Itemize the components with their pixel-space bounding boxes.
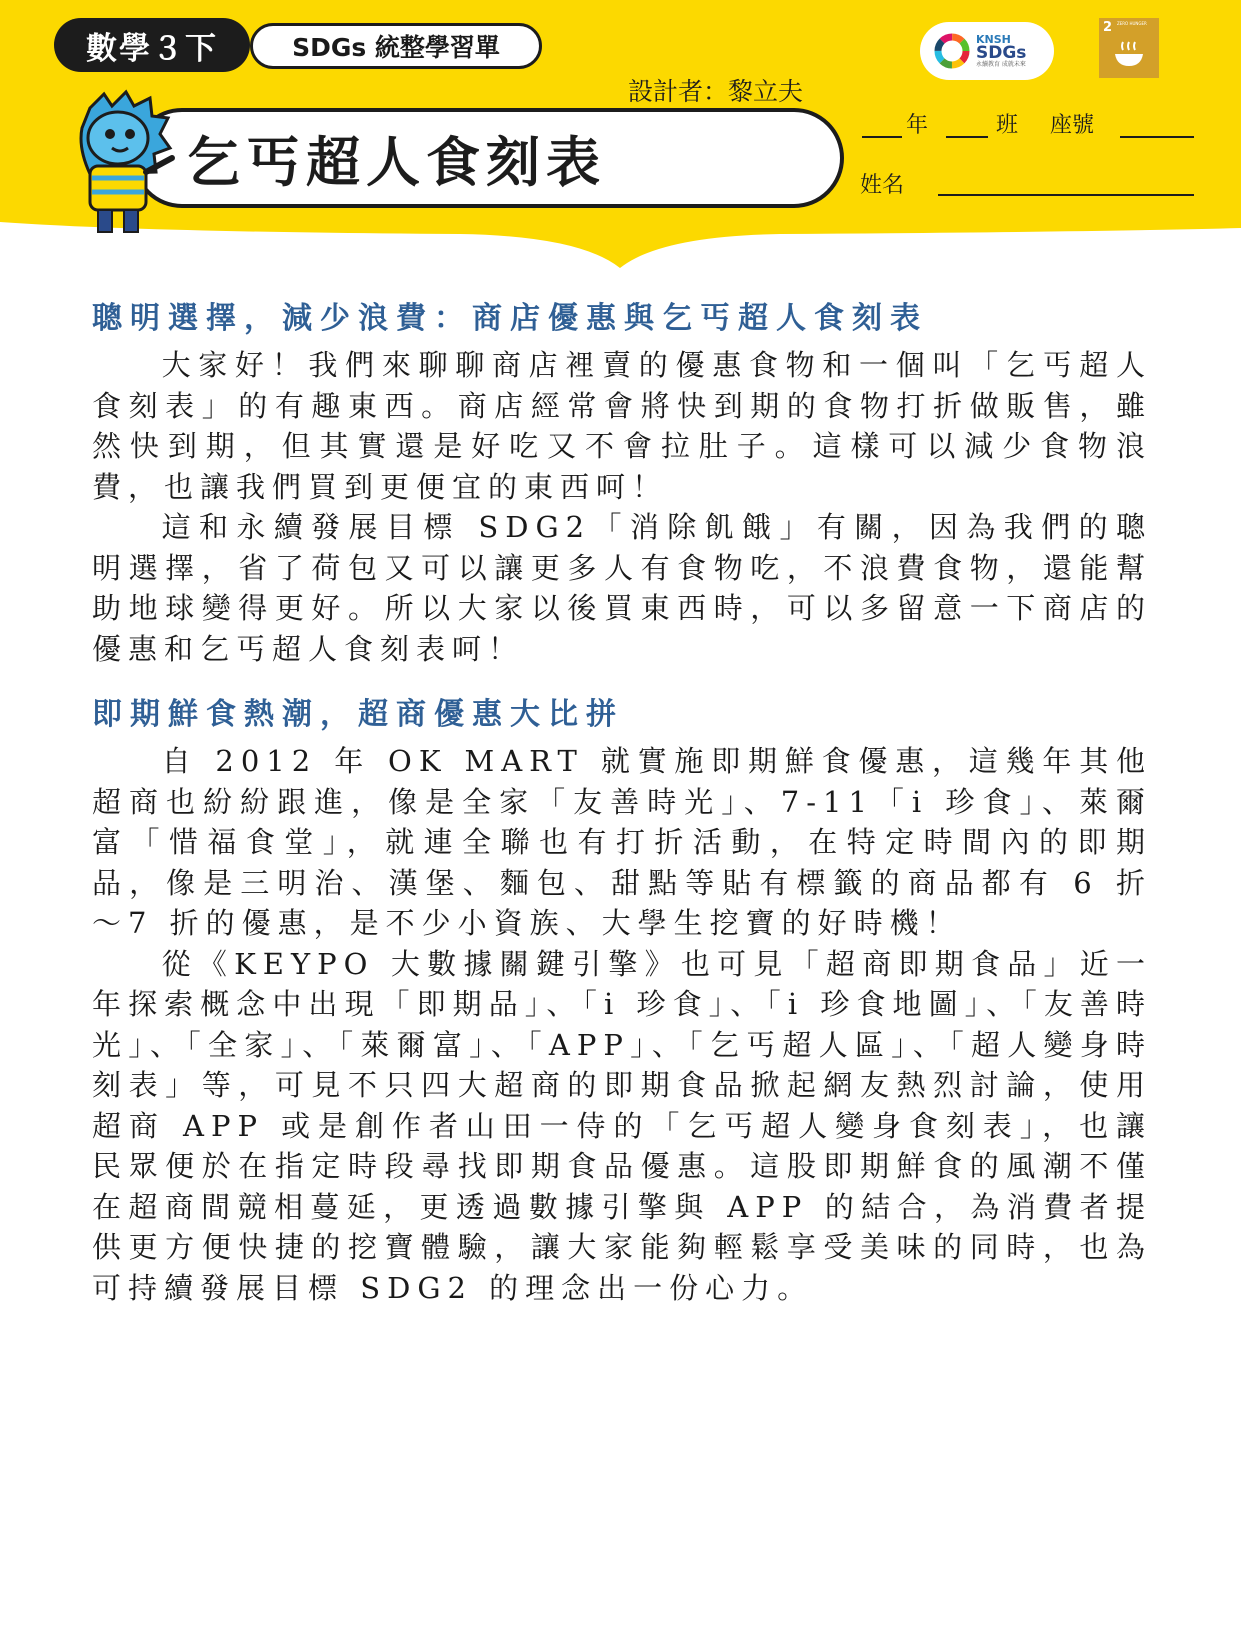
section-1-paragraph-1: 大家好！我們來聊聊商店裡賣的優惠食物和一個叫「乞丐超人食刻表」的有趣東西。商店經常會將快到期的食物打折做販售，雖然快到期，但其實還是好吃又不會拉肚子。這樣可以減少食物浪費，也讓我們買到更便宜的東西呵！: [92, 348, 1152, 504]
logo-line-3: 永續教育 成就未來: [976, 61, 1026, 68]
logo-line-2: SDGs: [976, 43, 1027, 63]
section-2-heading: 即期鮮食熱潮，超商優惠大比拼: [92, 697, 624, 732]
sdg-number: 2: [1103, 20, 1113, 35]
food-bowl-icon: [1113, 40, 1145, 70]
school-sdgs-logo: [920, 22, 1054, 80]
article-body: [92, 297, 1152, 1308]
year-label: 年: [906, 113, 929, 138]
section-1-paragraph-2: 這和永續發展目標 SDG2「消除飢餓」有關，因為我們的聰明選擇，省了荷包又可以讓更多人有食物吃，不浪費食物，還能幫助地球變得更好。所以大家以後買東西時，可以多留意一下商店的優惠和乞丐超人食刻表呵！: [92, 510, 1152, 666]
sdg2-zero-hunger-tile: [1099, 18, 1159, 78]
designer-credit: 設計者：黎立夫: [628, 77, 804, 106]
sdgs-wheel-icon: [934, 33, 970, 69]
class-blank[interactable]: [946, 136, 988, 138]
seat-number-blank[interactable]: [1120, 136, 1194, 138]
section-1-heading: 聰明選擇，減少浪費：商店優惠與乞丐超人食刻表: [92, 301, 928, 336]
logo-line-1: KNSH: [976, 33, 1011, 46]
sdg-label: ZERO HUNGER: [1117, 21, 1147, 26]
seat-number-label: 座號: [1050, 113, 1095, 138]
section-2-paragraph-2: 從《KEYPO 大數據關鍵引擎》也可見「超商即期食品」近一年探索概念中出現「即期品」、「i 珍食」、「i 珍食地圖」、「友善時光」、「全家」、「萊爾富」、「APP」、「乞丐超人區」、「超人變身時刻表」等，可見不只四大超商的即期食品掀起網友熱烈討論，使用超商 APP 或是創作者山田一侍的「乞丐超人變身食刻表」，也讓民眾便於在指定時段尋找即期食品優惠。這股即期鮮食的風潮不僅在超商間競相蔓延，更透過數據引擎與 APP 的結合，為消費者提供更方便快捷的挖寶體驗，讓大家能夠輕鬆享受美味的同時，也為可持續發展目標 SDG2 的理念出一份心力。: [92, 946, 1152, 1305]
mascot-illustration: [60, 88, 180, 238]
subject-badge: 數學３下: [54, 18, 250, 72]
name-blank[interactable]: [938, 194, 1194, 196]
class-label: 班: [996, 113, 1019, 138]
worksheet-badge: SDGs 統整學習單: [250, 23, 542, 69]
year-blank[interactable]: [862, 136, 902, 138]
name-label: 姓名: [860, 173, 905, 198]
title-box: [132, 108, 844, 208]
page-title: 乞丐超人食刻表: [186, 130, 606, 194]
section-2-paragraph-1: 自 2012 年 OK MART 就實施即期鮮食優惠，這幾年其他超商也紛紛跟進，像是全家「友善時光」、7-11「i 珍食」、萊爾富「惜福食堂」，就連全聯也有打折活動，在特定時間內的即期品，像是三明治、漢堡、麵包、甜點等貼有標籤的商品都有 6 折～7 折的優惠，是不少小資族、大學生挖寶的好時機！: [92, 744, 1152, 940]
